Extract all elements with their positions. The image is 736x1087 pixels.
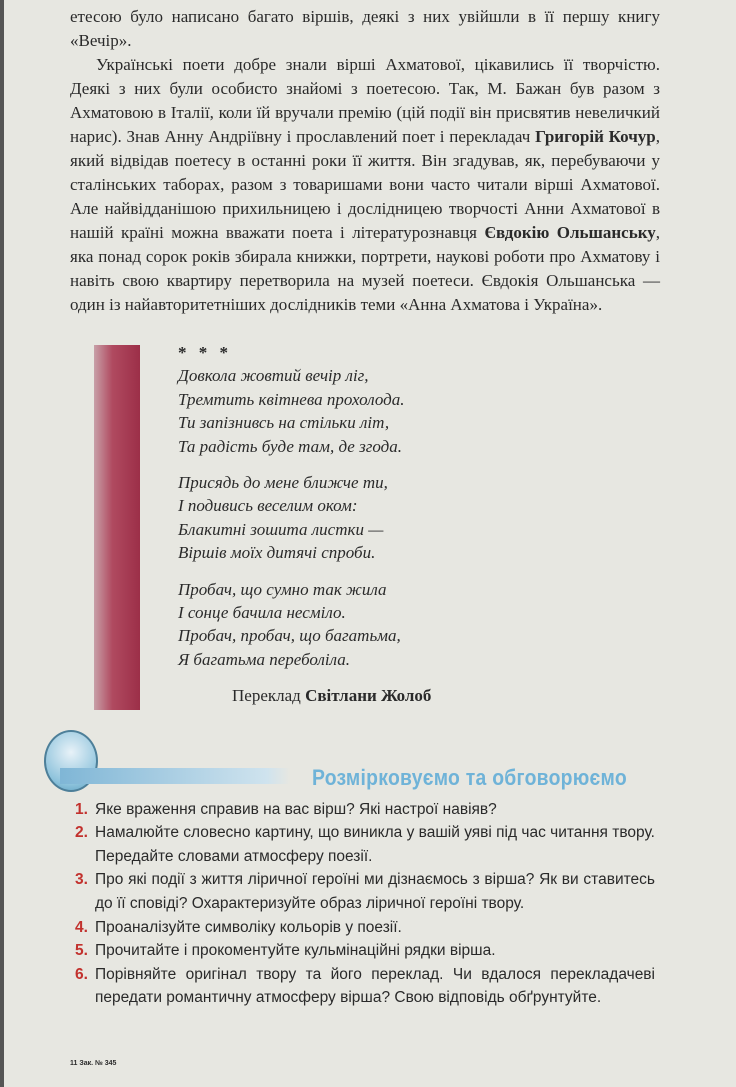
poem-section xyxy=(0,333,736,716)
poem xyxy=(178,341,736,708)
translator-name: Світлани Жолоб xyxy=(305,686,432,706)
name-kochur: Григорій Кочур xyxy=(535,127,656,146)
paragraph: етесою було написано багато віршів, деякі з них увійшли в її першу книгу «Вечір». xyxy=(70,7,660,50)
poem-line: Блакитні зошита листки — xyxy=(178,519,384,539)
question-number: 1. xyxy=(75,800,88,818)
poem-line: Ти запізнивсь на стільки літ, xyxy=(178,413,390,433)
prose-text xyxy=(70,5,660,317)
poem-line: Та радість буде там, де згода. xyxy=(178,436,402,456)
questions-section xyxy=(0,730,736,1010)
question-text: Про які події з життя ліричної героїні ми дізнаємось з вірша? Як ви ставитесь до її сповіді? Охарактеризуйте образ ліричної героїні твору. xyxy=(95,871,655,913)
question-text: Прочитайте і прокоментуйте кульмінаційні рядки вірша. xyxy=(95,942,496,960)
question-number: 4. xyxy=(75,918,88,936)
section-band xyxy=(60,768,290,784)
poem-line: Я багатьма переболіла. xyxy=(178,649,350,669)
translation-credit xyxy=(232,684,736,707)
questions-list xyxy=(75,798,655,1010)
question-text: Яке враження справив на вас вірш? Які настрої навіяв? xyxy=(95,800,497,818)
text: Українські поети добре знали вірші Ахматової, цікавились її творчістю. Деякі з них були особисто знайомі з поетесою. Так, М. Бажан був разом з Ахматовою в Італії, коли їй вручали премію (цій події він присвятив невеличкий нарис). Знав Анну Андріївну і прославлений поет і перекладач xyxy=(70,55,660,146)
question-text: Порівняйте оригінал твору та його переклад. Чи вдалося перекладачеві передати романтичну атмосферу вірша? Свою відповідь обґрунтуйте. xyxy=(95,965,655,1007)
poem-line: Пробач, що сумно так жила xyxy=(178,579,387,599)
question-item xyxy=(75,798,655,822)
footer-print-code: 11 Зак. № 345 xyxy=(70,1060,117,1068)
poem-line: Пробач, пробач, що багатьма, xyxy=(178,626,401,646)
poem-line: Віршів моїх дитячі спроби. xyxy=(178,543,376,563)
poem-line: І сонце бачила несміло. xyxy=(178,603,346,623)
poem-line: Тремтить квітнева прохолода. xyxy=(178,389,405,409)
poem-line: Довкола жовтий вечір ліг, xyxy=(178,366,369,386)
poem-line: І подивись веселим оком: xyxy=(178,496,358,516)
question-number: 3. xyxy=(75,871,88,889)
poem-stanza xyxy=(178,471,736,565)
question-number: 6. xyxy=(75,965,88,983)
question-item xyxy=(75,939,655,963)
question-number: 2. xyxy=(75,824,88,842)
question-item xyxy=(75,868,655,915)
question-item xyxy=(75,963,655,1010)
poem-line: Присядь до мене ближче ти, xyxy=(178,473,388,493)
poem-stanza xyxy=(178,578,736,672)
question-item xyxy=(75,821,655,868)
poem-stanza xyxy=(178,364,736,458)
poem-decorative-bar xyxy=(94,345,140,710)
text: , яка понад сорок років збирала книжки, портрети, наукові роботи про Ахматову і навіть свою квартиру перетворила на музей поетеси. Євдокія Ольшанська — один із найавторитетніших дослідників теми «Анна Ахматова і Україна». xyxy=(70,223,660,314)
poem-stars: * * * xyxy=(178,343,232,362)
paragraph xyxy=(70,53,660,317)
question-number: 5. xyxy=(75,942,88,960)
name-olshanska: Євдокію Ольшанську xyxy=(484,223,656,242)
question-text: Намалюйте словесно картину, що виникла у вашій уяві під час читання твору. Передайте словами атмосферу поезії. xyxy=(95,824,655,865)
text: , який відвідав поетесу в останні роки її життя. Він згадував, як, перебуваючи у сталінських таборах, разом з товаришами вони часто читали вірші Ахматової. Але найвідданішою прихильницею і дослідницею творчості Анни Ахматової в нашій країні можна вважати поета і літературознавця xyxy=(70,127,661,242)
question-text: Проаналізуйте символіку кольорів у поезії. xyxy=(95,918,402,936)
questions-title: Розмірковуємо та обговорюємо xyxy=(312,764,627,790)
translation-prefix: Переклад xyxy=(232,686,306,706)
question-item xyxy=(75,916,655,940)
